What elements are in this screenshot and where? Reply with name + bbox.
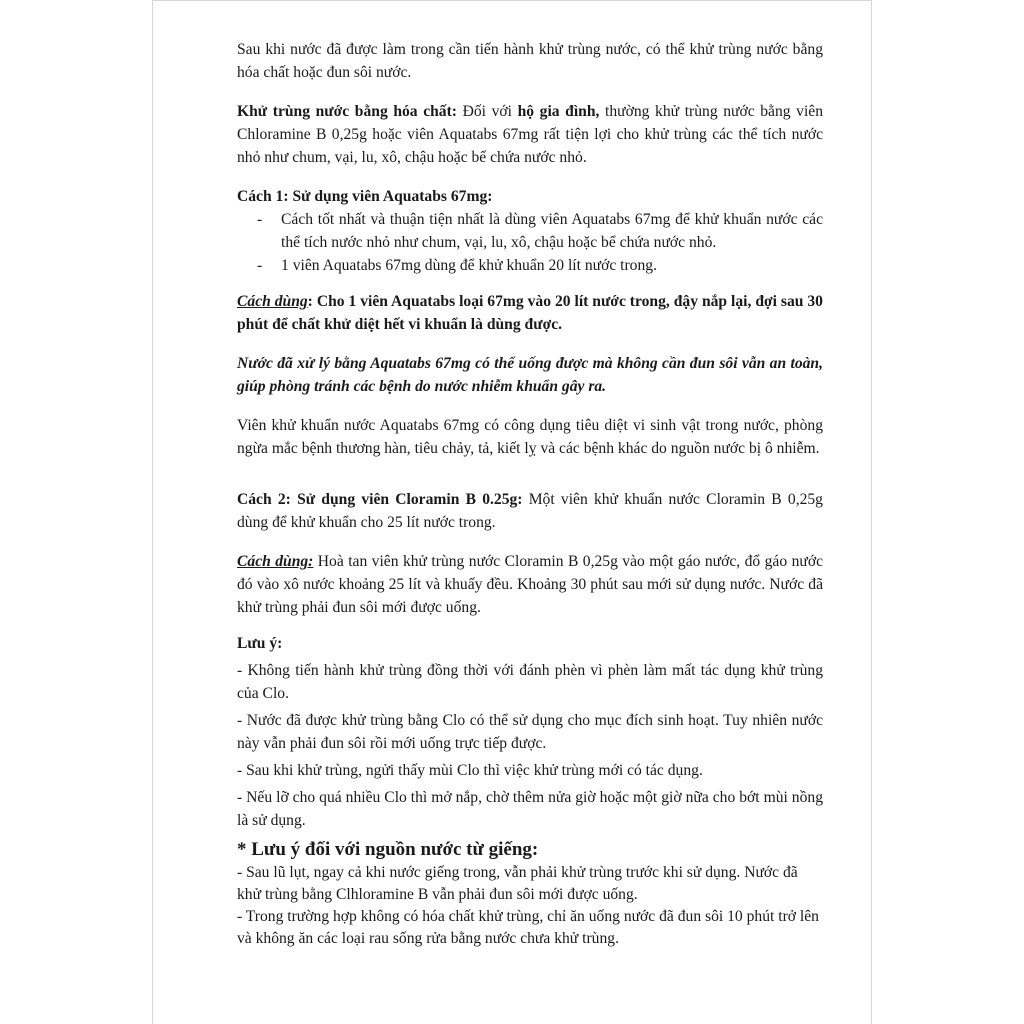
usage2-text: Hoà tan viên khử trùng nước Cloramin B 0,25g vào một gáo nước, đổ gáo nước đó vào xô nước khoảng 25 lít và khuấy đều. Khoảng 30 phút sau mới sử dụng nước. Nước đã khử trùng phải đun sôi mới được uống. <box>237 553 823 616</box>
usage1-paragraph <box>237 290 823 336</box>
usage1-label: Cách dùng <box>237 293 308 310</box>
method1-item: - Cách tốt nhất và thuận tiện nhất là dùng viên Aquatabs 67mg để khử khuẩn nước các thể tích nước nhỏ như chum, vại, lu, xô, chậu hoặc bể chứa nước nhỏ. <box>237 208 823 254</box>
chemical-text-1: Đối với <box>457 103 518 120</box>
caution-item: - Nước đã được khử trùng bằng Clo có thể sử dụng cho mục đích sinh hoạt. Tuy nhiên nước này vẫn phải đun sôi rồi mới uống trực tiếp được. <box>237 712 823 752</box>
chemical-disinfection-paragraph <box>237 100 823 169</box>
method1-heading: Cách 1: Sử dụng viên Aquatabs 67mg: <box>237 188 493 205</box>
caution-item: - Nếu lỡ cho quá nhiều Clo thì mở nắp, chờ thêm nửa giờ hoặc một giờ nữa cho bớt mùi nồng là sử dụng. <box>237 789 823 829</box>
intro-paragraph: Sau khi nước đã được làm trong cần tiến hành khử trùng nước, có thể khử trùng nước bằng hóa chất hoặc đun sôi nước. <box>237 41 823 81</box>
well-water-heading: * Lưu ý đối với nguồn nước từ giếng: <box>237 839 539 860</box>
caution-heading: Lưu ý: <box>237 635 283 652</box>
aquatabs-description: Viên khử khuẩn nước Aquatabs 67mg có công dụng tiêu diệt vi sinh vật trong nước, phòng ngừa mắc bệnh thương hàn, tiêu chảy, tả, kiết lỵ và các bệnh khác do nguồn nước bị ô nhiễm. <box>237 417 823 457</box>
usage1-colon: : <box>307 293 313 310</box>
method1-list <box>237 208 823 277</box>
method2-heading: Cách 2: Sử dụng viên Cloramin B 0.25g: <box>237 491 523 508</box>
caution-item: - Không tiến hành khử trùng đồng thời với đánh phèn vì phèn làm mất tác dụng khử trùng của Clo. <box>237 662 823 702</box>
aquatabs-note: Nước đã xử lý bằng Aquatabs 67mg có thể uống được mà không cần đun sôi vẫn an toàn, giúp phòng tránh các bệnh do nước nhiễm khuẩn gây ra. <box>237 355 823 395</box>
well-item: - Trong trường hợp không có hóa chất khử trùng, chỉ ăn uống nước đã đun sôi 10 phút trở lên và không ăn các loại rau sống rửa bằng nước chưa khử trùng. <box>237 908 819 947</box>
usage2-paragraph <box>237 550 823 619</box>
caution-item: - Sau khi khử trùng, ngửi thấy mùi Clo thì việc khử trùng mới có tác dụng. <box>237 762 703 779</box>
method2-text: Một viên khử khuẩn nước Cloramin B 0,25g dùng để khử khuẩn cho 25 lít nước trong. <box>237 491 823 531</box>
household-label: hộ gia đình, <box>517 103 600 120</box>
usage2-label: Cách dùng: <box>237 553 314 570</box>
method2-paragraph <box>237 488 823 534</box>
well-item: - Sau lũ lụt, ngay cả khi nước giếng trong, vẫn phải khử trùng trước khi sử dụng. Nước đã khử trùng bằng Clhloramine B vẫn phải đun sôi mới được uống. <box>237 864 798 903</box>
chemical-disinfection-heading: Khử trùng nước bằng hóa chất: <box>237 103 457 120</box>
document-body <box>237 38 823 950</box>
chemical-text-2: thường khử trùng nước bằng viên Chloramine B 0,25g hoặc viên Aquatabs 67mg rất tiện lợi cho khử trùng các thể tích nước nhỏ như chum, vại, lu, xô, chậu hoặc bể chứa nước nhỏ. <box>237 103 823 166</box>
usage1-text: Cho 1 viên Aquatabs loại 67mg vào 20 lít nước trong, đậy nắp lại, đợi sau 30 phút để chất khử diệt hết vi khuẩn là dùng được. <box>237 293 823 333</box>
method1-item: - 1 viên Aquatabs 67mg dùng để khử khuẩn 20 lít nước trong. <box>237 254 823 277</box>
